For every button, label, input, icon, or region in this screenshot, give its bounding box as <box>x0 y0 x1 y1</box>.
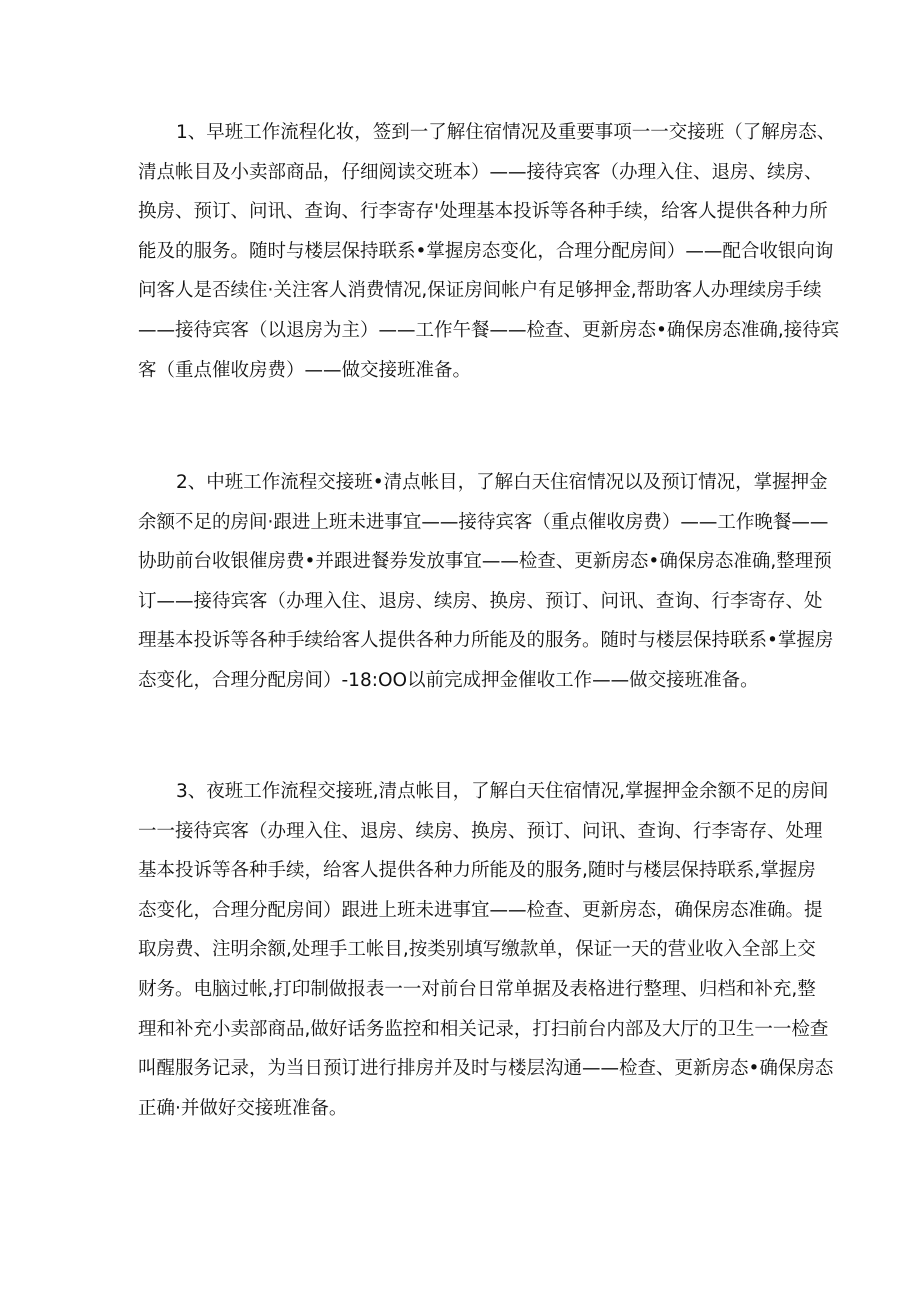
text-line: 换房、预订、问讯、查询、行李寄存'处理基本投诉等各种手续，给客人提供各种力所 <box>138 201 828 223</box>
text-line: 3、夜班工作流程交接班,清点帐目，了解白天住宿情况,掌握押金余额不足的房间 <box>176 781 829 802</box>
text-line: 正确·并做好交接班准备。 <box>138 1097 348 1119</box>
text-line: 订——接待宾客（办理入住、退房、续房、换房、预订、问讯、查询、行李寄存、处 <box>138 590 823 612</box>
text-line: 取房费、注明余额,处理手工帐目,按类别填写缴款单，保证一天的营业收入全部上交 <box>138 939 816 961</box>
text-line: ——接待宾客（以退房为主）——工作午餐——检查、更新房态•确保房态准确,接待宾 <box>138 319 840 341</box>
text-line: 问客人是否续住·关注客人消费情况,保证房间帐户有足够押金,帮助客人办理续房手续 <box>138 280 822 302</box>
text-line: 态变化，合理分配房间）-18:OO以前完成押金催收工作——做交接班准备。 <box>138 669 759 691</box>
text-line: 理和补充小卖部商品,做好话务监控和相关记录，打扫前台内部及大厅的卫生一一检查 <box>138 1018 829 1040</box>
text-line: 客（重点催收房费）——做交接班准备。 <box>138 359 472 381</box>
text-line: 理基本投诉等各种手续给客人提供各种力所能及的服务。随时与楼层保持联系•掌握房 <box>138 630 834 652</box>
text-line: 协助前台收银催房费•并跟进餐券发放事宜——检查、更新房态•确保房态准确,整理预 <box>138 551 832 573</box>
text-line: 基本投诉等各种手续，给客人提供各种力所能及的服务,随时与楼层保持联系,掌握房 <box>138 860 816 882</box>
text-line: 态变化，合理分配房间）跟进上班未进事宜——检查、更新房态，确保房态准确。提 <box>138 899 823 921</box>
paragraph-morning-shift <box>138 113 840 390</box>
text-line: 1、早班工作流程化妆，签到一了解住宿情况及重要事项一一交接班（了解房态、 <box>176 122 836 143</box>
text-line: 财务。电脑过帐,打印制做报表一一对前台日常单据及表格进行整理、归档和补充,整 <box>138 978 816 1000</box>
text-line: 叫醒服务记录，为当日预订进行排房并及时与楼层沟通——检查、更新房态•确保房态 <box>138 1058 834 1080</box>
text-line: 余额不足的房间·跟进上班未进事宜——接待宾客（重点催收房费）——工作晚餐—— <box>138 511 829 533</box>
text-line: 一一接待宾客（办理入住、退房、续房、换房、预订、问讯、查询、行李寄存、处理 <box>138 820 823 842</box>
text-line: 2、中班工作流程交接班•清点帐目，了解白天住宿情况以及预订情况，掌握押金 <box>176 472 828 493</box>
paragraph-middle-shift <box>138 463 834 701</box>
text-line: 清点帐目及小卖部商品，仔细阅读交班本）——接待宾客（办理入住、退房、续房、 <box>138 161 823 183</box>
paragraph-night-shift <box>138 772 834 1128</box>
text-line: 能及的服务。随时与楼层保持联系•掌握房态变化，合理分配房间）——配合收银向询 <box>138 240 834 262</box>
